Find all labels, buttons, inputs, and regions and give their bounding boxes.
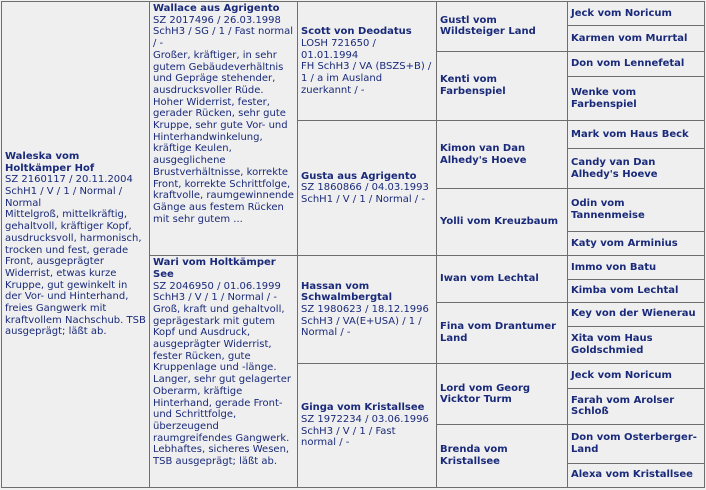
dog-gen5[interactable]: [568, 231, 705, 255]
dog-details: LOSH 721650 / 01.01.1994 FH SchH3 / VA (BSZS+B) / 1 / a im Ausland zuerkannt / -: [301, 37, 432, 96]
dog-gen5[interactable]: [568, 256, 705, 280]
dog-gen4[interactable]: [437, 51, 568, 121]
dog-gen5[interactable]: [568, 388, 705, 424]
dog-name[interactable]: Kimon van Dan Alhedy's Hoeve: [440, 143, 527, 166]
dog-gen5[interactable]: [568, 26, 705, 51]
dog-name[interactable]: Scott von Deodatus: [301, 26, 412, 38]
dog-gen5[interactable]: [568, 463, 705, 487]
dog-name[interactable]: Key von der Wienerau: [571, 308, 696, 320]
dog-name[interactable]: Wenke vom Farbenspiel: [571, 86, 637, 110]
dog-gen5[interactable]: [568, 326, 705, 363]
dog-gen5[interactable]: [568, 364, 705, 388]
dog-name[interactable]: Yolli vom Kreuzbaum: [440, 216, 559, 228]
dog-name[interactable]: Kenti vom Farbenspiel: [440, 74, 506, 98]
dog-name[interactable]: Gusta aus Agrigento: [301, 170, 417, 182]
dog-name[interactable]: Iwan vom Lechtal: [440, 273, 539, 285]
pedigree-table: [1, 1, 705, 488]
dog-gen4[interactable]: [437, 364, 568, 425]
dog-details: SZ 1860866 / 04.03.1993 SchH1 / V / 1 / Normal / -: [301, 182, 429, 206]
dog-gen5[interactable]: [568, 280, 705, 302]
dog-name[interactable]: Waleska vom Holtkämper Hof: [5, 150, 95, 174]
dog-gen5[interactable]: [568, 121, 705, 148]
dog-name[interactable]: Jeck vom Noricum: [571, 7, 672, 19]
dog-name[interactable]: Immo von Batu: [571, 261, 657, 273]
dog-details: SZ 2017496 / 26.03.1998 SchH3 / SG / 1 / Fast normal / - Großer, kräftiger, in sehr gutem Gebäudeverhältnis und Gepräge stehender, ausdrucksvoller Rüde. Hoher Widerrist, fester, gerader Rücken, sehr gute Kruppe, sehr gute Vor- und Hinterhandwinkelung, kräftige Keulen, ausgeglichene Brustverhältnisse, korrekte Front, korrekte Schrittfolge, kraftvolle, raumgewinnende Gänge aus festem Rücken mit sehr gutem ...: [153, 14, 294, 225]
dog-name[interactable]: Farah vom Arolser Schloß: [571, 394, 675, 418]
dog-name[interactable]: Hassan vom Schwalmbergtal: [301, 280, 393, 304]
dog-wari[interactable]: [150, 256, 298, 488]
dog-name[interactable]: Kimba vom Lechtal: [571, 285, 679, 297]
dog-name[interactable]: Jeck vom Noricum: [571, 370, 672, 382]
dog-name[interactable]: Odin vom Tannenmeise: [571, 198, 645, 222]
dog-ginga[interactable]: [298, 364, 437, 488]
dog-name[interactable]: Brenda vom Kristallsee: [440, 444, 508, 468]
dog-waleska[interactable]: [2, 2, 150, 488]
dog-name[interactable]: Don vom Osterberger-Land: [571, 432, 697, 455]
dog-gen4[interactable]: [437, 425, 568, 488]
dog-name[interactable]: Xita vom Haus Goldschmied: [571, 333, 653, 357]
dog-name[interactable]: Lord vom Georg Vicktor Turm: [440, 382, 531, 406]
dog-name[interactable]: Katy vom Arminius: [571, 237, 678, 249]
dog-gen4[interactable]: [437, 189, 568, 256]
dog-gen4[interactable]: [437, 256, 568, 303]
dog-gen5[interactable]: [568, 51, 705, 76]
dog-details: SZ 1972234 / 03.06.1996 SchH3 / V / 1 / Fast normal / -: [301, 414, 429, 449]
dog-name[interactable]: Don vom Lennefetal: [571, 57, 685, 69]
dog-gen4[interactable]: [437, 121, 568, 189]
dog-details: SZ 2160117 / 20.11.2004 SchH1 / V / 1 / Normal / Normal Mittelgroß, mittelkräftig, gehaltvoll, kräftiger Kopf, ausdrucksvoll, harmonisch, trocken und fest, gerade Front, ausgeprägter Widerrist, etwas kurze Kruppe, gut gewinkelt in der Vor- und Hinterhand, freies Gangwerk mit kraftvollem Nachschub. TSB ausgeprägt; läßt ab.: [5, 174, 146, 338]
dog-name[interactable]: Ginga vom Kristallsee: [301, 402, 425, 414]
dog-name[interactable]: Candy van Dan Alhedy's Hoeve: [571, 156, 658, 180]
dog-gusta[interactable]: [298, 121, 437, 256]
dog-gen5[interactable]: [568, 189, 705, 232]
dog-name[interactable]: Karmen vom Murrtal: [571, 32, 688, 44]
dog-gen5[interactable]: [568, 425, 705, 463]
dog-name[interactable]: Wari vom Holtkämper See: [153, 257, 276, 280]
dog-gen5[interactable]: [568, 148, 705, 189]
dog-wallace[interactable]: [150, 2, 298, 256]
dog-gen4[interactable]: [437, 302, 568, 364]
dog-name[interactable]: Fina vom Drantumer Land: [440, 321, 557, 345]
dog-scott[interactable]: [298, 2, 437, 121]
dog-gen5[interactable]: [568, 302, 705, 326]
dog-details: SZ 1980623 / 18.12.1996 SchH3 / VA(E+USA) / 1 / Normal / -: [301, 303, 429, 339]
dog-name[interactable]: Wallace aus Agrigento: [153, 3, 280, 14]
dog-name[interactable]: Gustl vom Wildsteiger Land: [440, 14, 536, 38]
dog-gen5[interactable]: [568, 2, 705, 26]
dog-name[interactable]: Alexa vom Kristallsee: [571, 469, 693, 481]
dog-hassan[interactable]: [298, 256, 437, 364]
dog-name[interactable]: Mark vom Haus Beck: [571, 128, 689, 140]
dog-gen4[interactable]: [437, 2, 568, 52]
dog-gen5[interactable]: [568, 76, 705, 121]
dog-details: SZ 2046950 / 01.06.1999 SchH3 / V / 1 / Normal / - Groß, kraft und gehaltvoll, geprägestark mit gutem Kopf und Ausdruck, ausgeprägter Widerrist, fester Rücken, gute Kruppenlage und -länge. Langer, sehr gut gelagerter Oberarm, kräftige Hinterhand, gerade Front- und Schrittfolge, überzeugend raumgreifendes Gangwerk. Lebhaftes, sicheres Wesen, TSB ausgeprägt; läßt ab.: [153, 280, 291, 468]
